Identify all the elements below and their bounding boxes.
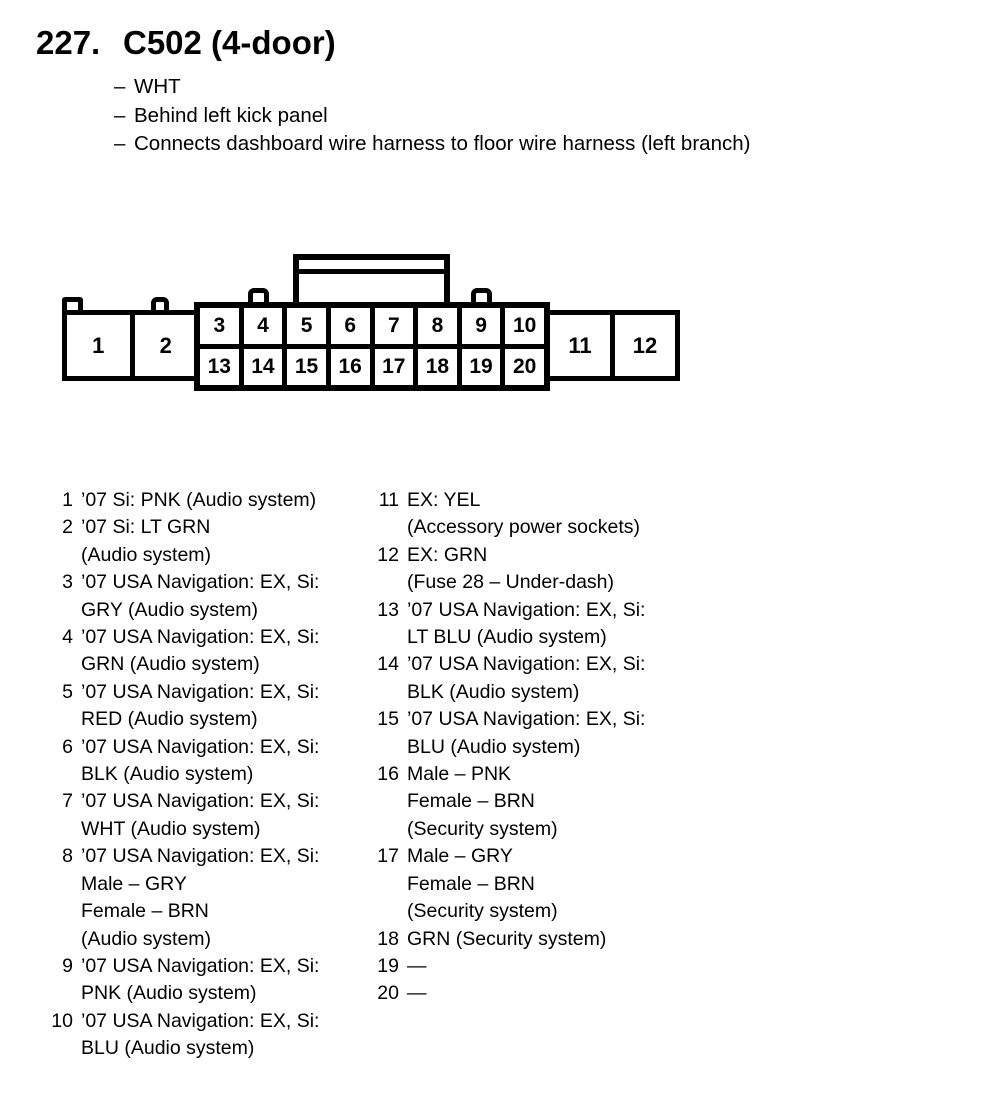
pin-entry-6: [44, 734, 366, 789]
pin-number: 1: [62, 489, 73, 511]
dash-glyph: –: [114, 103, 126, 127]
section-number: 227.: [36, 24, 101, 61]
pin-entry-2: [44, 514, 366, 569]
pin-entry-13: [372, 597, 702, 652]
bullet-item: [114, 102, 750, 131]
pin-number: 14: [377, 653, 399, 676]
pin-cavity-18: 18: [418, 349, 457, 385]
pin-description: [407, 926, 606, 953]
pin-description-line: Female – BRN: [407, 790, 535, 813]
pin-description-line: Female – BRN: [81, 900, 209, 923]
pin-cavity-20: 20: [505, 349, 544, 385]
pin-number: 3: [62, 571, 73, 594]
pin-entry-19: [372, 953, 702, 980]
pin-description-line: RED (Audio system): [81, 708, 258, 731]
pin-entry-11: [372, 487, 702, 542]
pin-description-line: EX: GRN: [407, 543, 488, 566]
pin-description-line: ’07 Si: LT GRN: [81, 516, 211, 539]
pin-description: [81, 569, 319, 624]
pin-description-line: GRN (Audio system): [81, 653, 260, 676]
pin-entry-3: [44, 569, 366, 624]
pin-description-line: ’07 USA Navigation: EX, Si:: [407, 708, 646, 731]
pin-list-right-column: [372, 487, 702, 1008]
pin-cavity-11: 11: [568, 332, 592, 358]
pin-cavity-12: 12: [610, 315, 675, 376]
pin-description-line: BLU (Audio system): [81, 1037, 255, 1060]
pin-cavity-16: 16: [331, 349, 370, 385]
pin-cavity-9: 9: [462, 308, 501, 344]
pin-cavity-1: 1: [92, 332, 105, 358]
pin-entry-20: [372, 980, 702, 1007]
pin-description-line: (Security system): [407, 817, 558, 840]
pin-description-line: ’07 USA Navigation: EX, Si:: [407, 598, 646, 621]
pin-description: [81, 487, 316, 514]
pin-description-line: GRN (Security system): [407, 927, 607, 950]
connector-right-block: [545, 310, 680, 381]
pin-description-line: ’07 USA Navigation: EX, Si:: [81, 845, 320, 868]
connector-name: C502 (4-door): [123, 24, 336, 61]
dash-glyph: –: [114, 75, 126, 98]
pin-cavity-6: 6: [331, 308, 370, 344]
connector-middle-block: [194, 302, 550, 391]
pin-entry-15: [372, 706, 702, 761]
bullet-list: [114, 73, 750, 159]
pin-entry-9: [44, 953, 366, 1008]
pin-description-line: LT BLU (Audio system): [407, 626, 607, 649]
pin-entry-14: [372, 651, 702, 706]
bullet-text: Connects dashboard wire harness to floor wire harness (left branch): [134, 132, 751, 156]
pin-number: 11: [378, 489, 399, 511]
pin-number: 13: [377, 598, 399, 621]
pin-number: 19: [377, 954, 399, 977]
pin-cavity-19: 19: [462, 349, 501, 385]
pin-description: [81, 1008, 319, 1063]
pin-number: 6: [62, 735, 73, 758]
pin-entry-1: [44, 487, 366, 514]
pin-cavity-7: 7: [375, 308, 414, 344]
pin-entry-16: [372, 761, 702, 843]
pin-description-line: ’07 USA Navigation: EX, Si:: [81, 626, 320, 649]
pin-number: 16: [377, 763, 399, 786]
pin-description: [81, 734, 319, 789]
pin-description: [407, 487, 640, 542]
pin-entry-18: [372, 926, 702, 953]
bullet-item: [114, 130, 750, 159]
pin-cavity-13: 13: [200, 349, 239, 385]
pin-entry-12: [372, 542, 702, 597]
pin-number: 10: [51, 1009, 73, 1032]
pin-description: [407, 761, 558, 843]
pin-cavity-5: 5: [287, 308, 326, 344]
pin-description-line: BLK (Audio system): [407, 680, 580, 703]
pin-description-line: Male – PNK: [407, 763, 512, 786]
pin-description-line: GRY (Audio system): [81, 598, 259, 621]
pin-description-line: ’07 USA Navigation: EX, Si:: [81, 954, 320, 977]
pin-description-line: ’07 USA Navigation: EX, Si:: [81, 1009, 320, 1032]
pin-cavity-15: 15: [287, 349, 326, 385]
pin-description-line: EX: YEL: [407, 489, 481, 511]
pin-description-line: ’07 USA Navigation: EX, Si:: [81, 735, 320, 758]
pin-number: 7: [62, 790, 73, 813]
pin-cavity-3: 3: [200, 308, 239, 344]
pin-cavity-4: 4: [244, 308, 283, 344]
pin-description-line: —: [407, 954, 427, 977]
pin-description-line: (Fuse 28 – Under-dash): [407, 571, 615, 594]
pin-description: [81, 843, 319, 953]
pin-entry-17: [372, 843, 702, 925]
pin-description: [81, 624, 319, 679]
pin-cavity-10: 10: [505, 308, 544, 344]
pin-description-line: ’07 USA Navigation: EX, Si:: [81, 680, 320, 703]
pin-number: 4: [62, 626, 73, 649]
pin-description: [81, 788, 319, 843]
pin-description-line: ’07 USA Navigation: EX, Si:: [407, 653, 646, 676]
pin-description: [81, 514, 211, 569]
pin-description: [407, 597, 645, 652]
pin-cavity-8: 8: [418, 308, 457, 344]
bullet-text: Behind left kick panel: [134, 103, 328, 127]
pin-number: 17: [377, 845, 399, 868]
pin-description-line: PNK (Audio system): [81, 982, 257, 1005]
connector-left-block: [62, 310, 202, 381]
bullet-text: WHT: [134, 75, 181, 98]
pin-description: [407, 651, 645, 706]
pin-entry-5: [44, 679, 366, 734]
pin-description: [81, 679, 319, 734]
pin-description-line: BLU (Audio system): [407, 735, 581, 758]
pin-number: 12: [377, 543, 399, 566]
connector-diagram: [60, 253, 700, 398]
pin-description-line: WHT (Audio system): [81, 817, 261, 840]
pin-description-line: BLK (Audio system): [81, 763, 254, 786]
pin-number: 2: [62, 516, 73, 539]
pin-description-line: (Audio system): [81, 543, 212, 566]
pin-description-line: (Security system): [407, 900, 558, 923]
dash-glyph: –: [114, 132, 126, 156]
pin-description-line: ’07 USA Navigation: EX, Si:: [81, 790, 320, 813]
pin-number: 18: [377, 927, 399, 950]
pin-description: [407, 980, 427, 1007]
pin-description: [407, 706, 645, 761]
pin-number: 5: [62, 680, 73, 703]
latch-inner-line: [299, 269, 444, 274]
pin-description-line: ’07 Si: PNK (Audio system): [81, 489, 317, 511]
pin-description-line: (Accessory power sockets): [407, 516, 640, 539]
pin-description-line: ’07 USA Navigation: EX, Si:: [81, 571, 320, 594]
pin-number: 9: [62, 954, 73, 977]
pin-number: 8: [62, 845, 73, 868]
pin-number: 15: [377, 708, 399, 731]
pin-description: [407, 843, 558, 925]
pin-entry-7: [44, 788, 366, 843]
pin-cavity-17: 17: [375, 349, 414, 385]
pin-description-line: (Audio system): [81, 927, 212, 950]
pin-description: [407, 953, 427, 980]
pin-description: [81, 953, 319, 1008]
pin-description-line: Male – GRY: [407, 845, 513, 868]
bullet-item: [114, 73, 750, 102]
pin-description-line: Male – GRY: [81, 872, 187, 895]
page-title: [36, 24, 336, 62]
pin-number: 20: [377, 982, 399, 1005]
pin-entry-8: [44, 843, 366, 953]
pin-description-line: —: [407, 982, 427, 1005]
pin-description-line: Female – BRN: [407, 872, 535, 895]
pin-cavity-14: 14: [244, 349, 283, 385]
pin-list-left-column: [44, 487, 366, 1063]
pin-entry-10: [44, 1008, 366, 1063]
pin-description: [407, 542, 614, 597]
pin-cavity-2: 2: [130, 315, 198, 376]
pin-entry-4: [44, 624, 366, 679]
